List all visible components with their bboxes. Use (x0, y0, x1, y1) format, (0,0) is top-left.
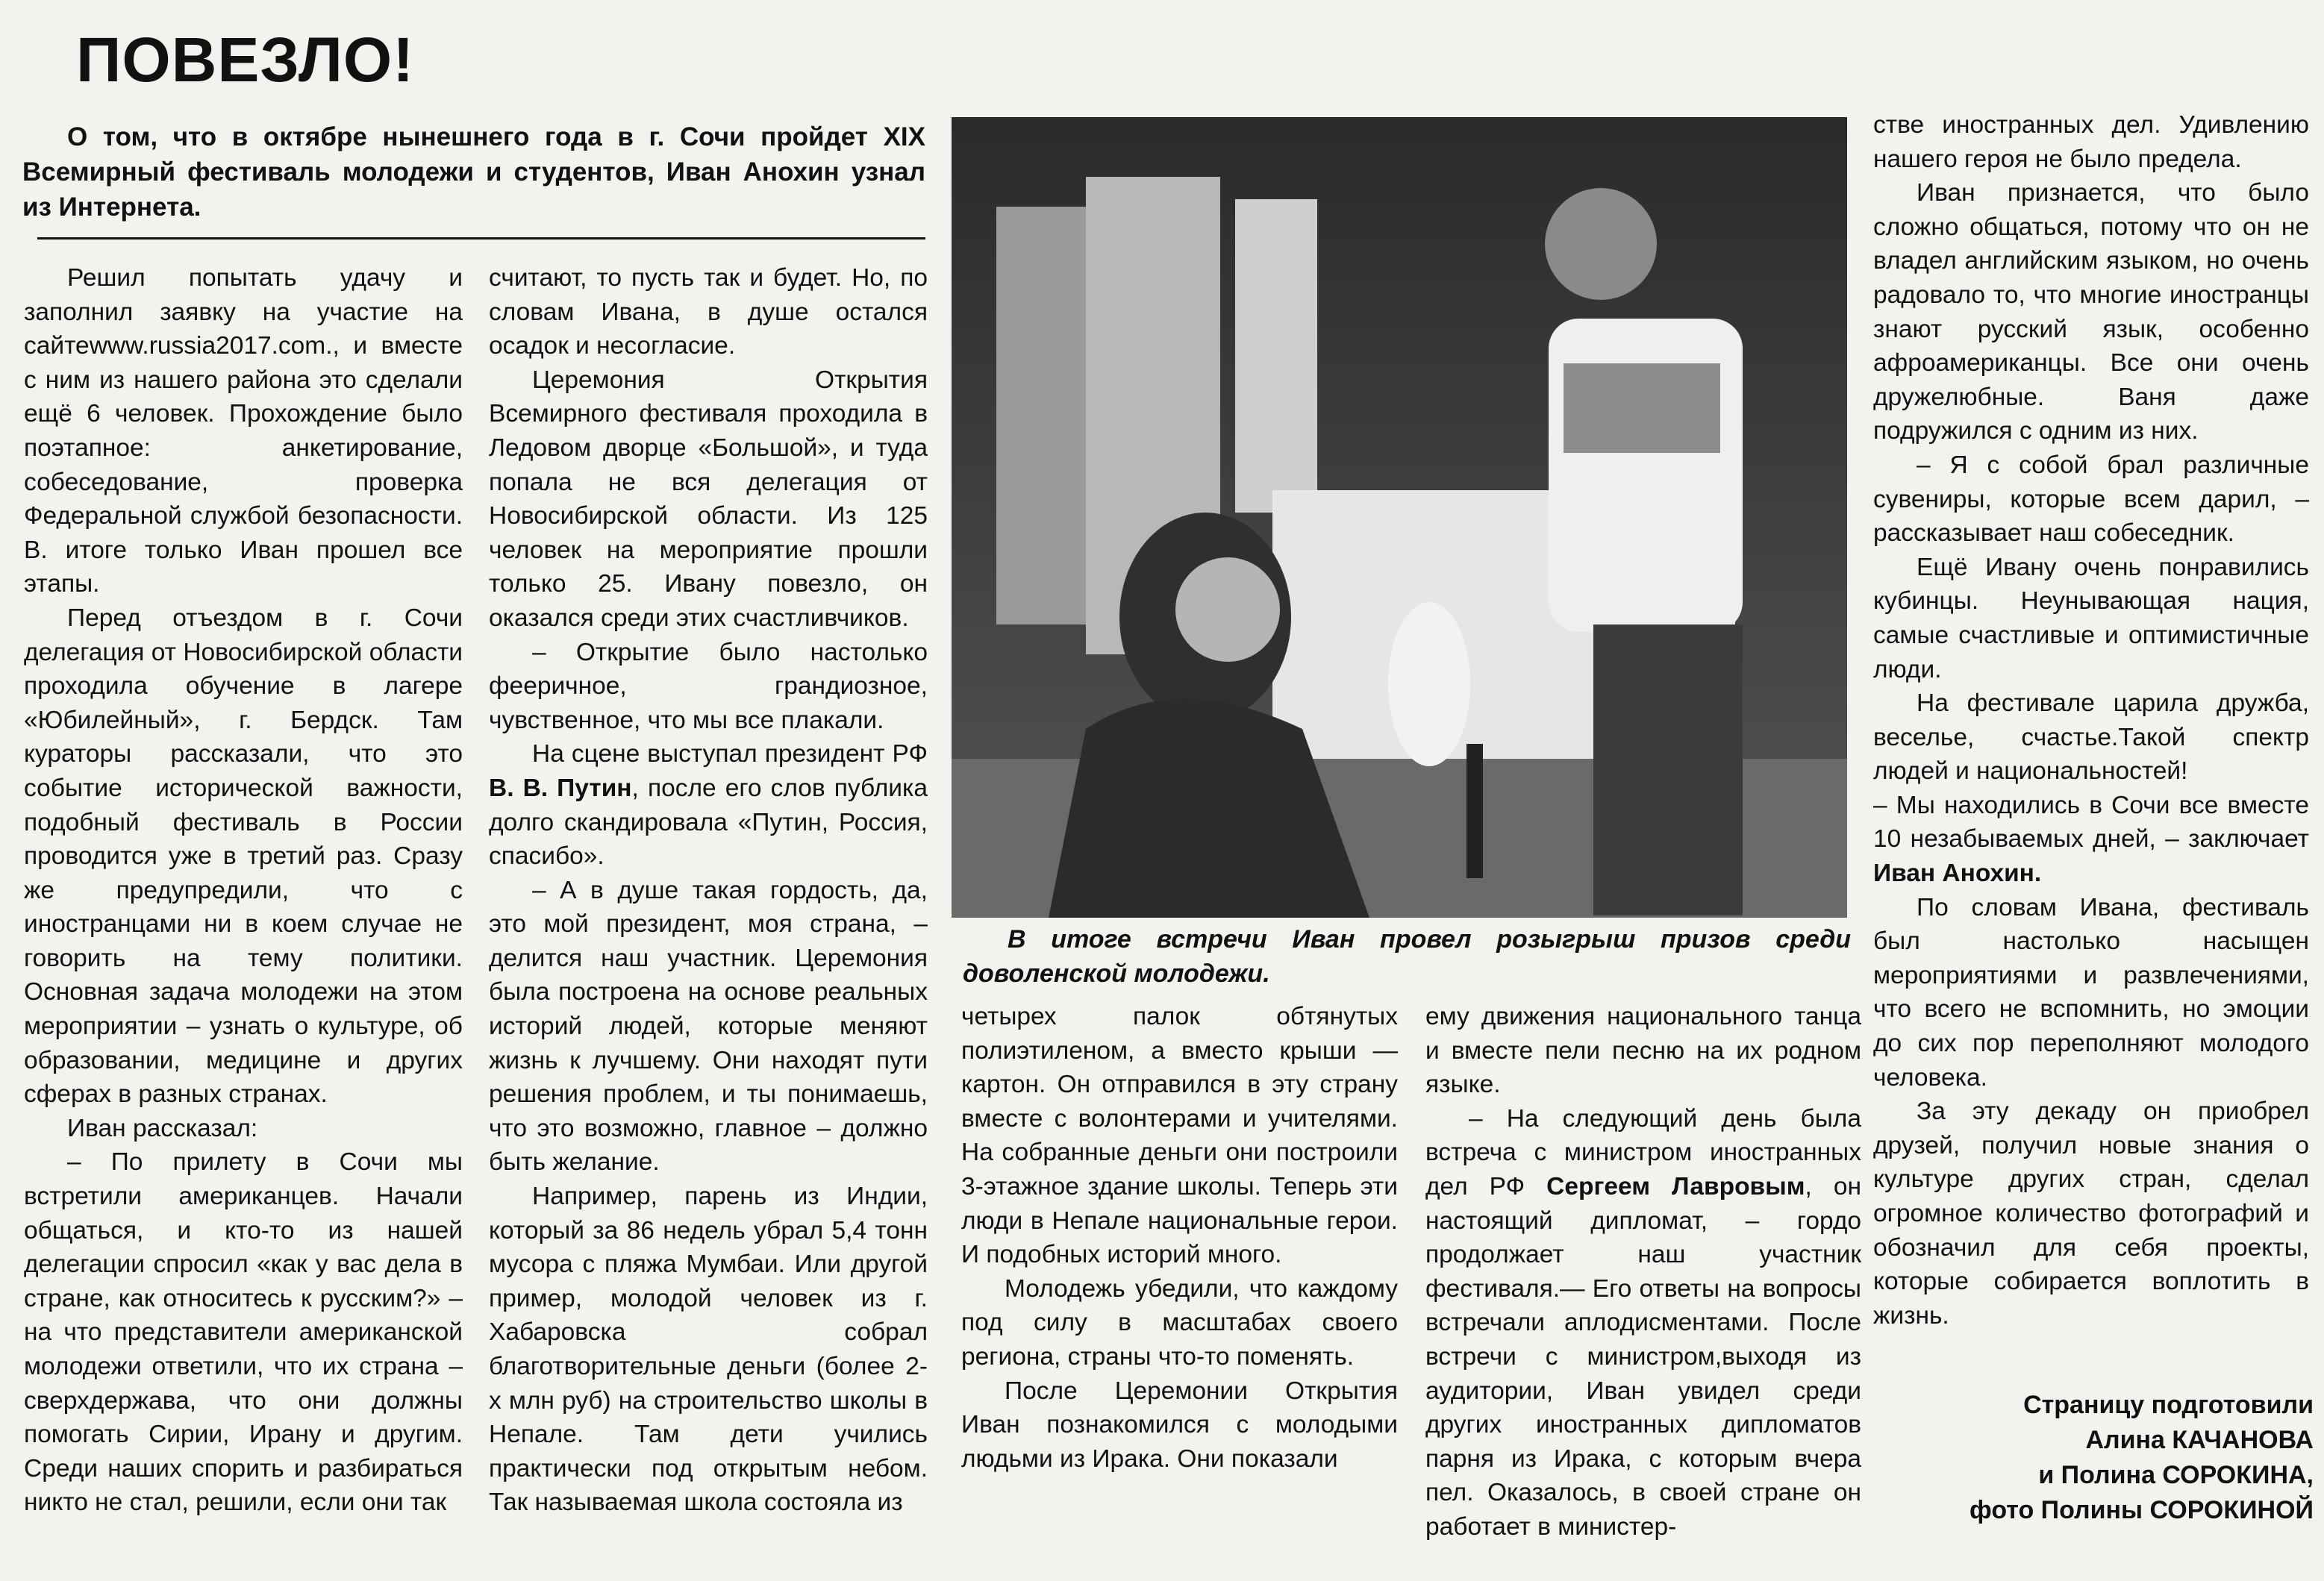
paragraph: За эту декаду он приобрел друзей, получил новые знания о культуре других стран, сделал огромное количество фотографий и обозначил для себя проекты, которые собирается воплотить в жизнь. (1873, 1098, 2309, 1330)
article-photo (952, 117, 1847, 918)
paragraph (1425, 1102, 1861, 1544)
paragraph: После Церемонии Открытия Иван познакомился с молодыми людьми из Ирака. Они показали (961, 1377, 1398, 1473)
divider (37, 237, 925, 240)
lede: О том, что в октябре нынешнего года в г. Сочи пройдет XIX Всемирный фестиваль молодежи и студентов, Иван Анохин узнал из Интернета. (22, 122, 925, 222)
text-run: На сцене выступал президент РФ (532, 740, 928, 768)
photo-caption: В итоге встречи Иван провел розыгрыш призов среди доволенской молодежи. (963, 925, 1851, 988)
article-column-5 (1873, 108, 2309, 1333)
person-name: Сергеем Лавровым (1546, 1172, 1805, 1200)
paragraph: ему движения национального танца и вместе пели песню на их родном языке. (1425, 1003, 1861, 1099)
article-column-3 (961, 1000, 1398, 1476)
text-run: – Мы находились в Сочи все вместе 10 незабываемых дней, – заключает (1873, 791, 2309, 854)
article-column-2 (489, 261, 928, 1520)
paragraph (1873, 789, 2309, 891)
credits-line: и Полина СОРОКИНА, (2038, 1461, 2314, 1489)
paragraph: Церемония Открытия Всемирного фестиваля проходила в Ледовом дворце «Большой», и туда попала не вся делегация от Новосибирской области. Из 125 человек на мероприятие прошли только 25. Ивану повезло, он оказался среди этих счастливчиков. (489, 366, 928, 632)
paragraph: считают, то пусть так и будет. Но, по словам Ивана, в душе остался осадок и несогласие. (489, 264, 928, 360)
paragraph: Перед отъездом в г. Сочи делегация от Новосибирской области проходила обучение в лагере «Юбилейный», г. Бердск. Там кураторы рассказали, что это событие исторической важности, подобный фестиваль в России проводится уже в третий раз. Сразу же предупредили, что с иностранцами ни в коем случае не говорить на тему политики. Основная задача молодежи на этом мероприятии – узнать о культуре, об образовании, медицине и других сферах в разных странах. (24, 604, 463, 1109)
paragraph: Иван признается, что было сложно общаться, потому что он не владел английским языком, но очень радовало то, что многие иностранцы знают русский язык, особенно афроамериканцы. Все они очень дружелюбные. Ваня даже подружился с одним из них. (1873, 179, 2309, 445)
text-run: , после его слов публика долго скандировала «Путин, Россия, спасибо». (489, 774, 928, 871)
article-column-1 (24, 261, 463, 1520)
paragraph: стве иностранных дел. Удивлению нашего героя не было предела. (1873, 111, 2309, 173)
credits-line: фото Полины СОРОКИНОЙ (1970, 1496, 2314, 1524)
paragraph: Иван рассказал: (67, 1114, 258, 1142)
paragraph: – А в душе такая гордость, да, это мой президент, моя страна, – делится наш участник. Церемония была построена на основе реальных историй людей, которые меняют жизнь к лучшему. Они находят пути решения проблем, и ты понимаешь, что это возможно, главное – должно быть желание. (489, 876, 928, 1177)
photo-illustration (952, 117, 1847, 918)
paragraph: Например, парень из Индии, который за 86 недель убрал 5,4 тонн мусора с пляжа Мумбаи. Или другой пример, молодой человек из г. Хабаровска собрал благотворительные деньги (более 2-х млн руб) на строительство школы в Непале. Там дети учились практически под открытым небом. Так называемая школа состояла из (489, 1183, 928, 1517)
article-column-4 (1425, 1000, 1861, 1544)
person-name: В. В. Путин (489, 774, 632, 802)
paragraph: По словам Ивана, фестиваль был настолько насыщен мероприятиями и развлечениями, что всего не вспомнить, но эмоции до сих пор переполняют молодого человека. (1873, 893, 2309, 1092)
headline: ПОВЕЗЛО! (76, 25, 415, 95)
person-name: Иван Анохин. (1873, 860, 2042, 888)
paragraph: – По прилету в Сочи мы встретили американцев. Начали общаться, и кто-то из нашей делегации спросил «как у вас дела в стране, как относитесь к русским?» – на что представители американской молодежи ответили, что их страна – сверхдержава, что они должны помогать Сирии, Ирану и другим. Среди наших спорить и разбираться никто не стал, решили, если они так (24, 1148, 463, 1517)
byline-credits (1881, 1388, 2314, 1528)
paragraph (489, 737, 928, 873)
credits-line: Алина КАЧАНОВА (2085, 1426, 2314, 1454)
text-run: , он настоящий дипломат, – гордо продолжает наш участник фестиваля.— Его ответы на вопросы встречали аплодисментами. После встречи с министром,выходя из аудитории, Иван увидел среди других иностранных дипломатов парня из Ирака, с которым вчера пел. Оказалось, в своей стране он работает в министер- (1425, 1172, 1862, 1541)
paragraph: На фестивале царила дружба, веселье, счастье.Такой спектр людей и национальностей! (1873, 689, 2309, 786)
credits-line: Страницу подготовили (2023, 1391, 2314, 1419)
paragraph: – Я с собой брал различные сувениры, которые всем дарил, – рассказывает наш собеседник. (1873, 451, 2309, 548)
paragraph: Ещё Ивану очень понравились кубинцы. Неунывающая нация, самые счастливые и оптимистичные люди. (1873, 553, 2309, 683)
paragraph: четырех палок обтянутых полиэтиленом, а вместо крыши — картон. Он отправился в эту страну вместе с волонтерами и учителями. На собранные деньги они построили 3-этажное здание школы. Теперь эти люди в Непале национальные герои. И подобных историй много. (961, 1003, 1398, 1269)
paragraph: Молодежь убедили, что каждому под силу в масштабах своего региона, страны что-то поменять. (961, 1274, 1398, 1371)
paragraph: – Открытие было настолько фееричное, грандиозное, чувственное, что мы все плакали. (489, 638, 928, 734)
paragraph: Решил попытать удачу и заполнил заявку на участие на сайтеwww.russia2017.com., и вместе с ним из нашего района это сделали ещё 6 человек. Прохождение было поэтапное: анкетирование, собеседование, проверка Федеральной службой безопасности. В. итоге только Иван прошел все этапы. (24, 264, 463, 598)
text-run: – На следующий день была встреча с министром иностранных дел РФ (1425, 1104, 1861, 1200)
